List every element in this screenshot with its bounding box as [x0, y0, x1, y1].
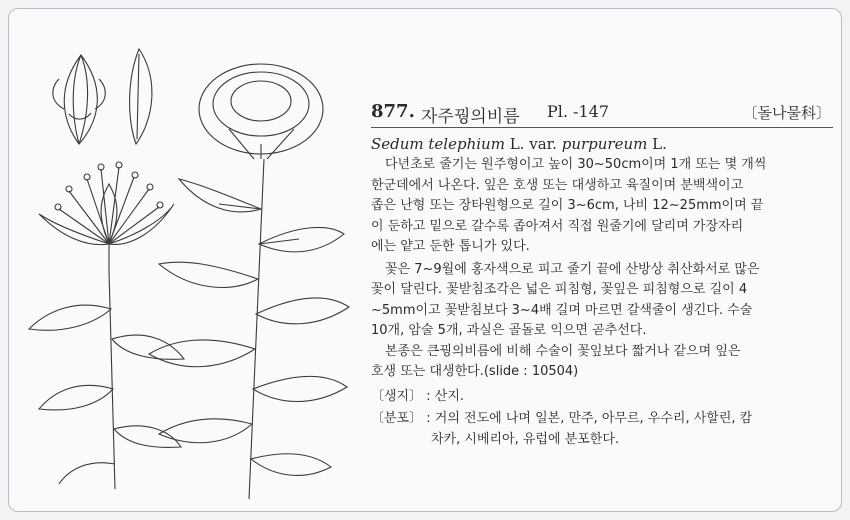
scientific-name — [371, 135, 833, 153]
description-paragraph-1 — [371, 155, 833, 258]
text-line: 10개, 암술 5개, 과실은 골돌로 익으면 곧추선다. — [371, 323, 647, 338]
text-line: 에는 얕고 둔한 톱니가 있다. — [371, 239, 530, 254]
plate-reference: Pl. -147 — [547, 102, 609, 121]
text-line: 다년초로 줄기는 원주형이고 높이 30~50cm이며 1개 또는 몇 개씩 — [385, 157, 767, 172]
text-line: 꽃이 달린다. 꽃받침조각은 넓은 피침형, 꽃잎은 피침형으로 길이 4 — [371, 282, 748, 297]
plant-illustration — [9, 9, 369, 509]
entry-text-block — [371, 101, 833, 450]
main-stem-drawing — [149, 159, 349, 499]
habitat-field — [371, 387, 833, 408]
flower-bud-drawing — [53, 55, 105, 144]
description-paragraph-3 — [371, 342, 833, 383]
genus-species: Sedum telephium — [371, 135, 505, 153]
entry-number: 877. — [371, 101, 415, 122]
inflorescence-drawing — [199, 64, 323, 159]
family-name: 〔돌나물科〕 — [742, 104, 831, 122]
distribution-value: : 거의 전도에 나며 일본, 만주, 아무르, 우수리, 사할린, 캄 — [426, 411, 753, 426]
author-1: L. — [509, 135, 525, 153]
text-line: 이 둔하고 밑으로 갈수록 좁아져서 직접 원줄기에 달리며 가장자리 — [371, 218, 744, 234]
korean-name: 자주꿩의비름 — [421, 107, 520, 127]
text-line: 좁은 난형 또는 장타원형으로 길이 3~6cm, 나비 12~25mm이며 끝 — [371, 198, 764, 213]
text-line: 한군데에서 나온다. 잎은 호생 또는 대생하고 육질이며 분백색이고 — [371, 177, 744, 193]
page-frame — [8, 8, 842, 512]
petal-drawing — [130, 49, 152, 144]
habitat-value: : 산지. — [426, 388, 465, 404]
text-line: 본종은 큰꿩의비름에 비해 수술이 꽃잎보다 짧거나 같으며 잎은 — [385, 343, 741, 359]
habitat-label: 〔생지〕 — [371, 388, 423, 404]
distribution-label: 〔분포〕 — [371, 411, 423, 426]
text-line: ~5mm이고 꽃받침보다 3~4배 길며 마르면 갈색줄이 생긴다. 수술 — [371, 302, 753, 318]
var-label: var. — [529, 135, 557, 153]
open-flower-drawing — [39, 162, 174, 271]
variety-name: purpureum — [561, 135, 648, 153]
author-2: L. — [652, 135, 667, 153]
text-line: 호생 또는 대생한다.(slide : 10504) — [371, 364, 579, 379]
distribution-continuation: 차카, 시베리아, 유럽에 분포한다. — [431, 431, 620, 447]
entry-header — [371, 101, 833, 128]
distribution-field — [371, 409, 833, 450]
text-line: 꽃은 7~9월에 홍자색으로 피고 줄기 끝에 산방상 취산화서로 많은 — [385, 261, 760, 277]
description-paragraph-2 — [371, 260, 833, 342]
stem-left-drawing — [29, 271, 184, 489]
